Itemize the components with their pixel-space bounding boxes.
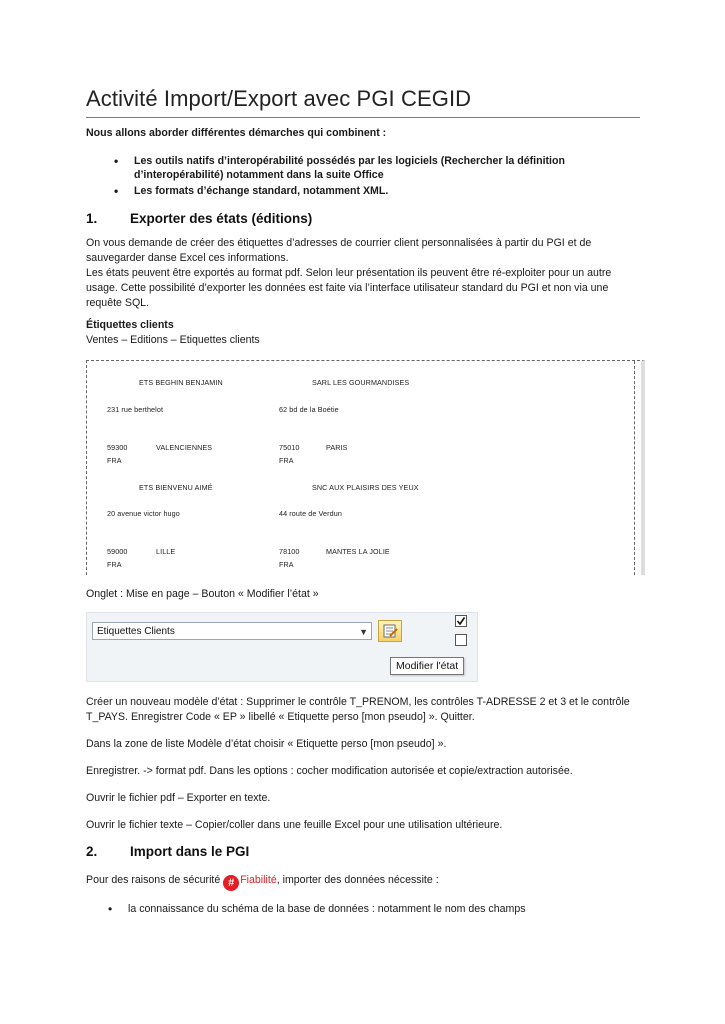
edit-state-icon bbox=[383, 624, 398, 638]
section-1-heading bbox=[86, 211, 312, 226]
label-postcode: 59300 bbox=[107, 443, 128, 452]
label-city: LILLE bbox=[156, 547, 176, 556]
onglet-text: Onglet : Mise en page – Bouton « Modifier l’état » bbox=[86, 588, 319, 600]
modify-state-button[interactable] bbox=[378, 620, 402, 642]
paragraph: Les états peuvent être exportés au format pdf. Selon leur présentation ils peuvent être ré-exploiter pour un autre usage. Cette possibilité d’exporter les données est faite via l’interface utilisateur standard du PGI et non via une requête SQL. bbox=[86, 267, 612, 309]
label-street: 44 route de Verdun bbox=[279, 509, 342, 518]
checkbox-checked[interactable] bbox=[455, 615, 467, 627]
label-country: FRA bbox=[107, 456, 122, 465]
paragraph: Ouvrir le fichier pdf – Exporter en texte. bbox=[86, 792, 271, 804]
intro-bullet-list bbox=[114, 154, 634, 200]
section-title: Import dans le PGI bbox=[130, 844, 250, 859]
label-country: FRA bbox=[279, 560, 294, 569]
list-item: • Les outils natifs d’interopérabilité possédés par les logiciels (Rechercher la définition d’interopérabilité) notamment dans la suite Office bbox=[114, 154, 634, 182]
report-model-value: Etiquettes Clients bbox=[97, 626, 175, 637]
label-name: ETS BEGHIN BENJAMIN bbox=[139, 378, 223, 387]
report-model-select[interactable] bbox=[92, 622, 372, 640]
paragraph-text: Pour des raisons de sécurité bbox=[86, 874, 224, 886]
paragraph bbox=[86, 873, 640, 891]
paragraph: Ouvrir le fichier texte – Copier/coller dans une feuille Excel pour une utilisation ultérieure. bbox=[86, 819, 503, 831]
label-name: SARL LES GOURMANDISES bbox=[312, 378, 410, 387]
section-2-heading bbox=[86, 844, 249, 859]
label-postcode: 59000 bbox=[107, 547, 128, 556]
label-city: VALENCIENNES bbox=[156, 443, 213, 452]
paragraph: On vous demande de créer des étiquettes d’adresses de courrier client personnalisées à partir du PGI et de sauvegarder danse Excel ces informations. bbox=[86, 237, 592, 264]
import-bullet-list bbox=[108, 902, 628, 918]
label-city: MANTES LA JOLIE bbox=[326, 547, 390, 556]
labels-preview bbox=[86, 360, 645, 575]
checkbox-unchecked[interactable] bbox=[455, 634, 467, 646]
label-postcode: 78100 bbox=[279, 547, 300, 556]
label-street: 231 rue berthelot bbox=[107, 405, 164, 414]
intro-text: Nous allons aborder différentes démarches qui combinent : bbox=[86, 127, 387, 139]
list-item: • Les formats d’échange standard, notamment XML. bbox=[114, 184, 634, 198]
fiabilite-link[interactable]: Fiabilité bbox=[240, 874, 277, 886]
tooltip: Modifier l'état bbox=[390, 657, 464, 675]
labels-heading: Étiquettes clients bbox=[86, 319, 174, 331]
label-name: ETS BIENVENU AIMÉ bbox=[139, 483, 213, 492]
section-title: Exporter des états (éditions) bbox=[130, 211, 313, 226]
report-selector-screenshot bbox=[86, 612, 478, 682]
fiabilite-icon: # bbox=[223, 875, 239, 891]
section-number: 1. bbox=[86, 211, 98, 226]
menu-path: Ventes – Editions – Etiquettes clients bbox=[86, 334, 260, 346]
label-postcode: 75010 bbox=[279, 443, 300, 452]
paragraph: Dans la zone de liste Modèle d’état choisir « Etiquette perso [mon pseudo] ». bbox=[86, 738, 447, 750]
paragraph: Enregistrer. -> format pdf. Dans les options : cocher modification autorisée et copie/extraction autorisée. bbox=[86, 765, 573, 777]
paragraph: Créer un nouveau modèle d’état : Supprimer le contrôle T_PRENOM, les contrôles T-ADRESSE 2 et 3 et le contrôle T_PAYS. Enregistrer Code « EP » libellé « Etiquette perso [mon pseudo] ». Quitter. bbox=[86, 696, 630, 723]
list-item: • la connaissance du schéma de la base de données : notamment le nom des champs bbox=[108, 902, 628, 916]
check-icon bbox=[456, 616, 466, 626]
page-title: Activité Import/Export avec PGI CEGID bbox=[86, 86, 640, 118]
label-street: 20 avenue victor hugo bbox=[107, 509, 180, 518]
label-street: 62 bd de la Boétie bbox=[279, 405, 339, 414]
paragraph-text: , importer des données nécessite : bbox=[276, 874, 439, 886]
label-city: PARIS bbox=[326, 443, 348, 452]
label-name: SNC AUX PLAISIRS DES YEUX bbox=[312, 483, 419, 492]
section-number: 2. bbox=[86, 844, 98, 859]
label-country: FRA bbox=[107, 560, 122, 569]
chevron-down-icon[interactable]: ▼ bbox=[359, 627, 368, 637]
label-country: FRA bbox=[279, 456, 294, 465]
